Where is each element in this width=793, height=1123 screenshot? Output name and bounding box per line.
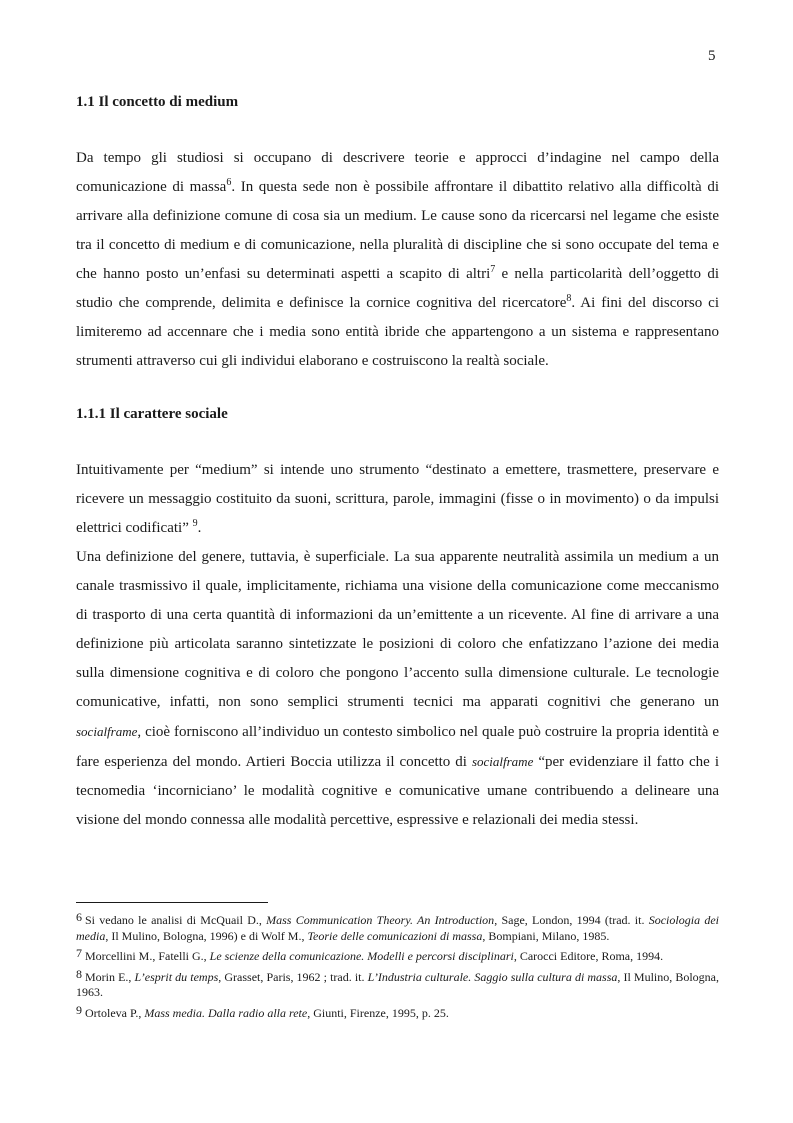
footnote-text: Morcellini M., Fatelli G., [85, 949, 210, 963]
section-heading: 1.1 Il concetto di medium [76, 94, 239, 110]
paragraph-text: . Ai fini del discorso ci limiteremo ad accennare che i media sono entità ibride che appartengono a un sistema e rappresentano strumenti attraverso cui gli individui elaborano e costruiscono la realtà sociale. [76, 295, 719, 369]
footnote-text: , Grasset, Paris, 1962 ; trad. it. [218, 969, 368, 984]
footnote-title: Mass Communication Theory. An Introduction [266, 913, 495, 927]
footnote-title: Teorie delle comunicazioni di massa [307, 928, 483, 943]
paragraph-text: Da tempo gli studiosi si occupano di descrivere teorie e approcci d’indagine nel campo della comunicazione di massa [76, 150, 719, 195]
footnote-8 [76, 967, 719, 1001]
footnote-title: L’Industria culturale. Saggio sulla cultura di massa [367, 969, 618, 984]
footnotes [76, 910, 719, 1023]
footnote-number: 7 [76, 946, 82, 960]
paragraph-text: , cioè forniscono all’individuo un contesto simbolico nel quale può costruire la propria identità e fare esperienza del mondo. Artieri Boccia utilizza il concetto di [76, 724, 719, 770]
paragraph-text: Intuitivamente per “medium” si intende uno strumento “destinato a emettere, trasmettere, preservare e ricevere un messaggio costituito da suoni, scrittura, parole, immagini (fisse o in movimento) o da impulsi elettrici codificati” [76, 462, 719, 536]
footnote-6 [76, 910, 719, 944]
footnote-text: Si vedano le analisi di McQuail D., [85, 913, 267, 927]
footnote-7 [76, 946, 719, 965]
paragraph-text: e nella particolarità dell’oggetto di studio che comprende, delimita e definisce la cornice cognitiva del ricercatore [76, 266, 719, 311]
footnote-text: , Il Mulino, Bologna, 1996) e di Wolf M., [105, 928, 308, 943]
footnote-number: 9 [76, 1002, 82, 1017]
footnote-title: L’esprit du temps [134, 969, 219, 984]
footnote-number: 8 [76, 966, 82, 981]
page-number: 5 [708, 48, 716, 64]
italic-term: socialframe [76, 724, 138, 739]
paragraph-text: . [197, 520, 202, 536]
paragraph [76, 543, 719, 835]
footnote-text: Morin E., [85, 969, 135, 984]
footnote-title: Sociologia dei media [76, 913, 719, 943]
paragraph [76, 144, 719, 376]
paragraph-text: Una definizione del genere, tuttavia, è superficiale. La sua apparente neutralità assimila un medium a un canale trasmissivo il quale, implicitamente, richiama una visione della comunicazione come meccanismo di trasporto di una certa quantità di informazioni da un’emittente a un ricevente. Al fine di arrivare a una definizione più articolata saranno sintetizzate le posizioni di coloro che enfatizzano l’azione dei media sulla dimensione cognitiva e di coloro che pongono l’accento sulla dimensione culturale. Le tecnologie comunicative, infatti, non sono semplici strumenti tecnici ma apparati cognitivi che generano un [76, 549, 719, 710]
footnote-text: , Bompiani, Milano, 1985. [482, 928, 610, 943]
paragraph-text: . In questa sede non è possibile affrontare il dibattito relativo alla difficoltà di arrivare alla definizione comune di cosa sia un medium. Le cause sono da ricercarsi nel legame che esiste tra il concetto di medium e di comunicazione, nella pluralità di discipline che si sono occupate del tema e che hanno posto un’enfasi su determinati aspetti a scapito di altri [76, 179, 719, 282]
footnote-title: Mass media. Dalla radio alla rete [144, 1005, 308, 1020]
footnote-reference[interactable]: 9 [192, 518, 198, 529]
subsection-heading: 1.1.1 Il carattere sociale [76, 406, 228, 422]
paragraph-text: “per evidenziare il fatto che i tecnomedia ‘incorniciano’ le modalità cognitive e comunicative umane contribuendo a delineare una visione del mondo connessa alle modalità percettive, espressive e relazionali dei media stessi. [76, 754, 719, 828]
footnote-text: , Sage, London, 1994 (trad. it. [494, 913, 649, 927]
footnote-reference[interactable]: 8 [566, 293, 572, 304]
footnote-title: Le scienze della comunicazione. Modelli e percorsi disciplinari [209, 949, 514, 963]
footnote-number: 6 [76, 910, 82, 924]
footnote-text: , Il Mulino, Bologna, 1963. [76, 969, 720, 999]
paragraph [76, 456, 719, 543]
section-body [76, 456, 719, 835]
footnote-text: , Giunti, Firenze, 1995, p. 25. [307, 1005, 449, 1020]
footnote-reference[interactable]: 7 [490, 264, 496, 275]
footnote-divider [76, 902, 268, 903]
italic-term: socialframe [471, 754, 534, 769]
footnote-reference[interactable]: 6 [226, 177, 232, 188]
footnote-9 [76, 1003, 719, 1022]
footnote-text: , Carocci Editore, Roma, 1994. [513, 949, 664, 963]
footnote-text: Ortoleva P., [85, 1005, 145, 1020]
